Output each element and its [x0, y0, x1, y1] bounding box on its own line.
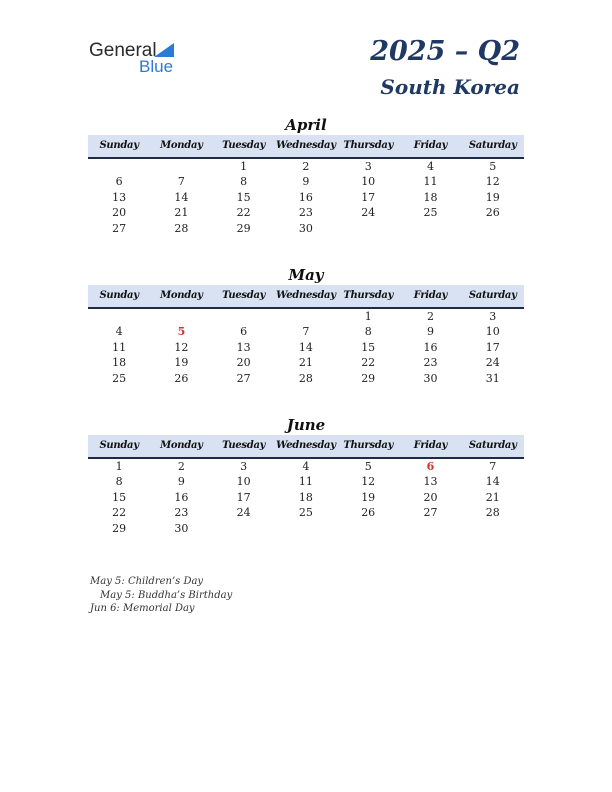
day-cell: 4	[115, 325, 123, 339]
day-cell: 25	[298, 506, 313, 520]
holiday-notes	[90, 575, 232, 616]
day-cell: 9	[302, 175, 310, 189]
country-name: South Korea	[380, 75, 520, 99]
day-cell: 27	[236, 371, 251, 385]
day-cell: 5	[489, 160, 497, 173]
day-cell: 3	[364, 160, 372, 173]
day-cell: 10	[485, 325, 500, 339]
day-cell: 10	[361, 175, 376, 189]
day-cell: 23	[174, 506, 189, 520]
weekday-label: Tuesday	[222, 440, 266, 451]
day-cell: 19	[361, 490, 376, 504]
day-cell: 27	[112, 221, 127, 235]
day-cell: 26	[361, 506, 376, 520]
weekday-label: Monday	[160, 440, 203, 451]
week-row	[88, 221, 524, 236]
month-april	[88, 115, 524, 236]
day-cell: 2	[302, 160, 310, 173]
day-cell: 5	[364, 460, 372, 473]
day-cell: 19	[174, 356, 189, 370]
day-cell: 11	[423, 175, 438, 189]
day-cell: 9	[426, 325, 434, 339]
week-row	[88, 205, 524, 220]
empty-day-cell	[150, 159, 212, 174]
empty-day-cell	[337, 521, 399, 536]
day-cell: 29	[236, 221, 251, 235]
logo-general-text: General	[89, 40, 157, 61]
weekday-label: Friday	[413, 140, 448, 151]
month-grid	[88, 459, 524, 536]
day-cell: 20	[423, 490, 438, 504]
month-grid	[88, 159, 524, 236]
weekday-label: Thursday	[343, 290, 394, 301]
logo-blue-text: Blue	[139, 57, 174, 76]
week-row	[88, 490, 524, 505]
month-title: May	[288, 266, 324, 284]
empty-day-cell	[462, 221, 524, 236]
week-row	[88, 159, 524, 174]
holiday-day-cell: 6	[426, 460, 435, 473]
day-cell: 19	[485, 190, 500, 204]
day-cell: 3	[240, 460, 248, 473]
weekday-label: Friday	[413, 440, 448, 451]
day-cell: 8	[240, 175, 248, 189]
empty-day-cell	[88, 309, 150, 324]
weekday-label: Tuesday	[222, 290, 266, 301]
day-cell: 22	[361, 356, 376, 370]
day-cell: 7	[302, 325, 310, 339]
day-cell: 15	[236, 190, 251, 204]
day-cell: 10	[236, 475, 251, 489]
day-cell: 8	[115, 475, 123, 489]
day-cell: 12	[361, 475, 376, 489]
day-cell: 1	[364, 310, 372, 323]
holiday-day-cell: 5	[177, 325, 186, 339]
day-cell: 30	[298, 221, 313, 235]
empty-day-cell	[462, 521, 524, 536]
weekday-label: Monday	[160, 140, 203, 151]
week-row	[88, 340, 524, 355]
day-cell: 13	[236, 340, 251, 354]
month-title: June	[286, 416, 326, 434]
day-cell: 7	[177, 175, 185, 189]
day-cell: 25	[112, 371, 127, 385]
day-cell: 6	[115, 175, 123, 189]
day-cell: 9	[177, 475, 185, 489]
day-cell: 17	[361, 190, 376, 204]
day-cell: 26	[174, 371, 189, 385]
day-cell: 17	[236, 490, 251, 504]
day-cell: 11	[298, 475, 313, 489]
day-cell: 13	[112, 190, 127, 204]
month-june	[88, 415, 524, 536]
day-cell: 14	[485, 475, 500, 489]
week-row	[88, 505, 524, 520]
day-cell: 30	[174, 521, 189, 535]
month-grid	[88, 309, 524, 386]
day-cell: 1	[240, 160, 248, 173]
holiday-note: May 5: Buddha’s Birthday	[100, 589, 233, 601]
day-cell: 14	[298, 340, 313, 354]
day-cell: 4	[302, 460, 310, 473]
day-cell: 7	[489, 460, 497, 473]
empty-day-cell	[88, 159, 150, 174]
day-cell: 25	[423, 206, 438, 220]
day-cell: 31	[485, 371, 500, 385]
day-cell: 24	[485, 356, 500, 370]
day-cell: 13	[423, 475, 438, 489]
logo-triangle-icon	[154, 43, 174, 57]
month-may	[88, 265, 524, 386]
weekday-label: Sunday	[99, 290, 139, 301]
day-cell: 28	[298, 371, 313, 385]
weekday-label: Tuesday	[222, 140, 266, 151]
weekday-label: Thursday	[343, 440, 394, 451]
day-cell: 15	[361, 340, 376, 354]
week-row	[88, 459, 524, 474]
day-cell: 20	[112, 206, 127, 220]
weekday-label: Wednesday	[276, 140, 336, 151]
day-cell: 18	[298, 490, 313, 504]
day-cell: 6	[240, 325, 248, 339]
week-row	[88, 355, 524, 370]
day-cell: 18	[423, 190, 438, 204]
empty-day-cell	[399, 521, 461, 536]
day-cell: 18	[112, 356, 127, 370]
day-cell: 14	[174, 190, 189, 204]
day-cell: 21	[298, 356, 313, 370]
day-cell: 30	[423, 371, 438, 385]
day-cell: 22	[112, 506, 127, 520]
weekday-label: Friday	[413, 290, 448, 301]
day-cell: 21	[485, 490, 500, 504]
day-cell: 16	[423, 340, 438, 354]
weekday-header	[88, 435, 524, 459]
empty-day-cell	[275, 521, 337, 536]
week-row	[88, 190, 524, 205]
day-cell: 12	[174, 340, 189, 354]
weekday-label: Saturday	[468, 140, 517, 151]
weekday-label: Saturday	[468, 440, 517, 451]
day-cell: 28	[174, 221, 189, 235]
day-cell: 26	[485, 206, 500, 220]
day-cell: 21	[174, 206, 189, 220]
day-cell: 2	[426, 310, 434, 323]
empty-day-cell	[337, 221, 399, 236]
weekday-label: Thursday	[343, 140, 394, 151]
day-cell: 3	[489, 310, 497, 323]
day-cell: 29	[112, 521, 127, 535]
week-row	[88, 521, 524, 536]
day-cell: 23	[423, 356, 438, 370]
week-row	[88, 174, 524, 189]
week-row	[88, 371, 524, 386]
day-cell: 20	[236, 356, 251, 370]
week-row	[88, 324, 524, 339]
weekday-label: Sunday	[99, 140, 139, 151]
empty-day-cell	[150, 309, 212, 324]
weekday-label: Wednesday	[276, 290, 336, 301]
day-cell: 23	[298, 206, 313, 220]
day-cell: 12	[485, 175, 500, 189]
day-cell: 4	[426, 160, 434, 173]
weekday-header	[88, 135, 524, 159]
day-cell: 24	[236, 506, 251, 520]
empty-day-cell	[213, 521, 275, 536]
day-cell: 16	[174, 490, 189, 504]
day-cell: 2	[177, 460, 185, 473]
day-cell: 22	[236, 206, 251, 220]
weekday-header	[88, 285, 524, 309]
empty-day-cell	[275, 309, 337, 324]
page-title: 2025 – Q2	[370, 36, 520, 67]
weekday-label: Sunday	[99, 440, 139, 451]
weekday-label: Wednesday	[276, 440, 336, 451]
week-row	[88, 474, 524, 489]
holiday-note: May 5: Children’s Day	[90, 576, 204, 587]
day-cell: 24	[361, 206, 376, 220]
month-title: April	[285, 116, 327, 134]
empty-day-cell	[213, 309, 275, 324]
day-cell: 17	[485, 340, 500, 354]
week-row	[88, 309, 524, 324]
holiday-note: Jun 6: Memorial Day	[90, 603, 195, 614]
day-cell: 16	[298, 190, 313, 204]
empty-day-cell	[399, 221, 461, 236]
day-cell: 15	[112, 490, 127, 504]
day-cell: 1	[115, 460, 123, 473]
weekday-label: Monday	[160, 290, 203, 301]
day-cell: 28	[485, 506, 500, 520]
day-cell: 27	[423, 506, 438, 520]
day-cell: 11	[112, 340, 127, 354]
day-cell: 8	[364, 325, 372, 339]
weekday-label: Saturday	[468, 290, 517, 301]
day-cell: 29	[361, 371, 376, 385]
